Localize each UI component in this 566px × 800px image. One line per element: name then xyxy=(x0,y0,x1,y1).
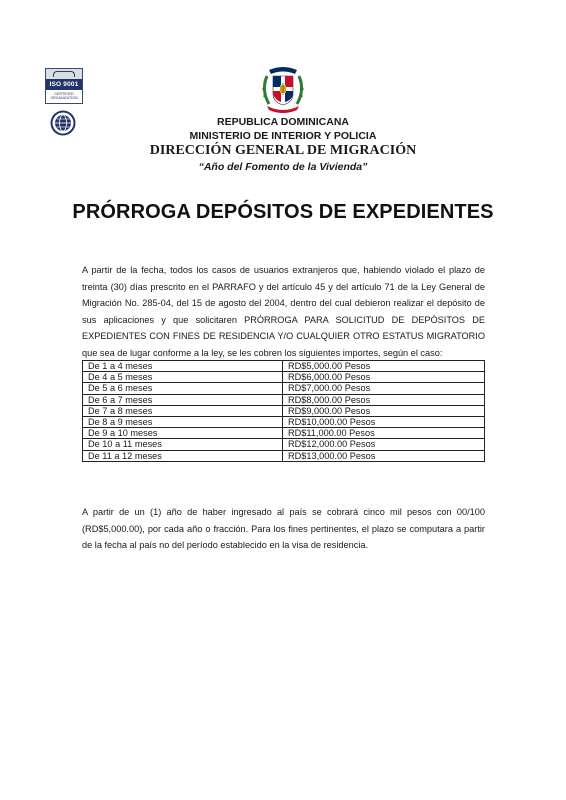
intro-paragraph: A partir de la fecha, todos los casos de usuarios extranjeros que, habiendo violado el plazo de treinta (30) días prescrito en el PARRAFO y del artículo 45 y del artículo 71 de la Ley General de Migración No. 285-04, del 15 de agosto del 2004, dentro del cual debieron realizar el depósito de sus aplicaciones y que solicitaren PRÓRROGA PARA SOLICITUD DE DEPÓSITOS DE EXPEDIENTES CON FINES DE RESIDENCIA Y/O CUALQUIER OTRO ESTATUS MIGRATORIO que sea de lugar conforme a la ley, se les cobren los siguientes importes, según el caso: xyxy=(82,265,485,358)
fee-amount: RD$11,000.00 Pesos xyxy=(283,428,485,439)
coat-of-arms-icon xyxy=(259,64,307,114)
table-row xyxy=(83,417,485,428)
fee-period: De 10 a 11 meses xyxy=(83,439,283,450)
fee-period: De 8 a 9 meses xyxy=(83,417,283,428)
fees-table xyxy=(82,360,485,462)
fee-amount: RD$10,000.00 Pesos xyxy=(283,417,485,428)
table-row xyxy=(83,372,485,383)
fee-amount: RD$12,000.00 Pesos xyxy=(283,439,485,450)
fee-period: De 5 a 6 meses xyxy=(83,383,283,394)
fee-amount: RD$7,000.00 Pesos xyxy=(283,383,485,394)
fee-amount: RD$6,000.00 Pesos xyxy=(283,372,485,383)
closing-paragraph: A partir de un (1) año de haber ingresado al país se cobrará cinco mil pesos con 00/100 (RD$5,000.00), por cada año o fracción. Para los fines pertinentes, el plazo se computara a partir de la fecha al país no del período establecido en la visa de residencia. xyxy=(82,507,485,550)
table-row xyxy=(83,394,485,405)
iso-label: ISO 9001 xyxy=(46,79,82,90)
document-title: PRÓRROGA DEPÓSITOS DE EXPEDIENTES xyxy=(72,201,494,223)
fee-amount: RD$8,000.00 Pesos xyxy=(283,394,485,405)
fee-period: De 6 a 7 meses xyxy=(83,394,283,405)
fee-period: De 11 a 12 meses xyxy=(83,450,283,461)
fee-amount: RD$9,000.00 Pesos xyxy=(283,405,485,416)
directorate-name: DIRECCIÓN GENERAL DE MIGRACIÓN xyxy=(149,143,417,158)
fee-amount: RD$13,000.00 Pesos xyxy=(283,450,485,461)
year-motto: “Año del Fomento de la Vivienda” xyxy=(198,161,368,173)
fee-period: De 4 a 5 meses xyxy=(83,372,283,383)
fee-amount: RD$5,000.00 Pesos xyxy=(283,361,485,372)
fees-table-body xyxy=(83,361,485,462)
iso-sub-label: CERTIFIED ORGANIZATION xyxy=(50,92,78,101)
table-row xyxy=(83,428,485,439)
fee-period: De 9 a 10 meses xyxy=(83,428,283,439)
table-row xyxy=(83,361,485,372)
fee-period: De 1 a 4 meses xyxy=(83,361,283,372)
fee-period: De 7 a 8 meses xyxy=(83,405,283,416)
ministry-name: MINISTERIO DE INTERIOR Y POLICIA xyxy=(189,130,377,142)
table-row xyxy=(83,383,485,394)
table-row xyxy=(83,439,485,450)
table-row xyxy=(83,450,485,461)
iso-badge xyxy=(45,68,83,104)
table-row xyxy=(83,405,485,416)
country-name: REPUBLICA DOMINICANA xyxy=(216,116,350,128)
